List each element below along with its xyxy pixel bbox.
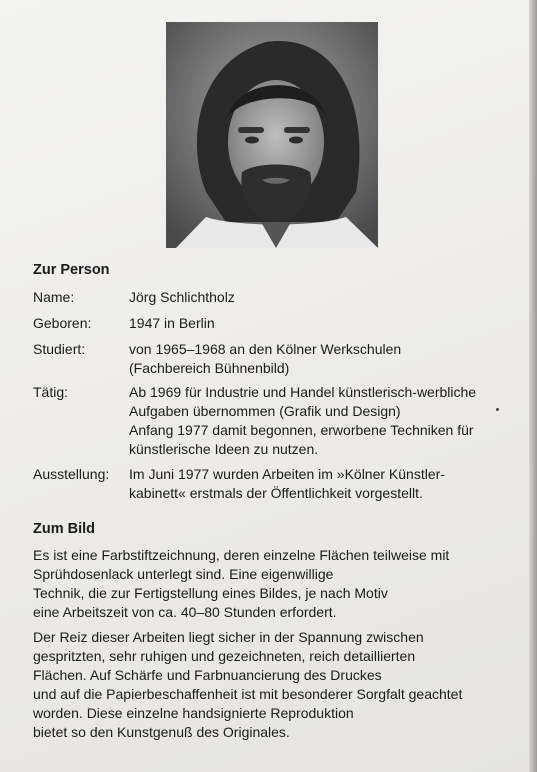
value-studied bbox=[129, 340, 509, 378]
value-exhibition bbox=[129, 465, 509, 503]
section-heading-person: Zur Person bbox=[33, 262, 110, 278]
paragraph-line: gespritzten, sehr ruhigen und gezeichneten, reich detaillierten bbox=[33, 648, 416, 664]
paragraph-line: und auf die Papierbeschaffenheit ist mit besonderer Sorgfalt geachtet bbox=[33, 686, 463, 702]
label-name: Name: bbox=[33, 289, 75, 305]
portrait-photo bbox=[166, 22, 378, 248]
value-line: Anfang 1977 damit begonnen, erworbene Techniken für bbox=[129, 422, 474, 438]
label-studied: Studiert: bbox=[33, 341, 86, 357]
value-line: Ab 1969 für Industrie und Handel künstlerisch-werbliche bbox=[129, 384, 477, 400]
value-born bbox=[129, 314, 509, 333]
paragraph-line: eine Arbeitszeit von ca. 40–80 Stunden erfordert. bbox=[33, 604, 337, 620]
value-line: von 1965–1968 an den Kölner Werkschulen bbox=[129, 341, 402, 357]
value-line: kabinett« erstmals der Öffentlichkeit vorgestellt. bbox=[129, 485, 423, 501]
value-line: Im Juni 1977 wurden Arbeiten im »Kölner Künstler- bbox=[129, 466, 445, 482]
paragraph-line: Es ist eine Farbstiftzeichnung, deren einzelne Flächen teilweise mit bbox=[33, 547, 450, 563]
section-heading-bild: Zum Bild bbox=[33, 521, 96, 537]
paragraph-technique bbox=[33, 546, 508, 622]
paragraph-line: Der Reiz dieser Arbeiten liegt sicher in der Spannung zwischen bbox=[33, 629, 424, 645]
paragraph-line: bietet so den Kunstgenuß des Originales. bbox=[33, 724, 290, 740]
value-line: Jörg Schlichtholz bbox=[129, 289, 235, 305]
label-born: Geboren: bbox=[33, 315, 92, 331]
frame-edge bbox=[529, 0, 537, 772]
speck-mark bbox=[496, 408, 499, 411]
label-work: Tätig: bbox=[33, 384, 69, 400]
paragraph-line: Sprühdosenlack unterlegt sind. Eine eigenwillige bbox=[33, 566, 334, 582]
label-exhibition: Ausstellung: bbox=[33, 466, 110, 482]
value-line: künstlerische Ideen zu nutzen. bbox=[129, 441, 319, 457]
paragraph-appeal bbox=[33, 628, 508, 742]
value-work bbox=[129, 383, 509, 459]
paragraph-line: Flächen. Auf Schärfe und Farbnuancierung des Druckes bbox=[33, 667, 382, 683]
paragraph-line: worden. Diese einzelne handsignierte Reproduktion bbox=[33, 705, 354, 721]
paragraph-line: Technik, die zur Fertigstellung eines Bildes, je nach Motiv bbox=[33, 585, 388, 601]
value-name bbox=[129, 288, 509, 307]
value-line: 1947 in Berlin bbox=[129, 315, 215, 331]
value-line: (Fachbereich Bühnenbild) bbox=[129, 360, 290, 376]
value-line: Aufgaben übernommen (Grafik und Design) bbox=[129, 403, 401, 419]
